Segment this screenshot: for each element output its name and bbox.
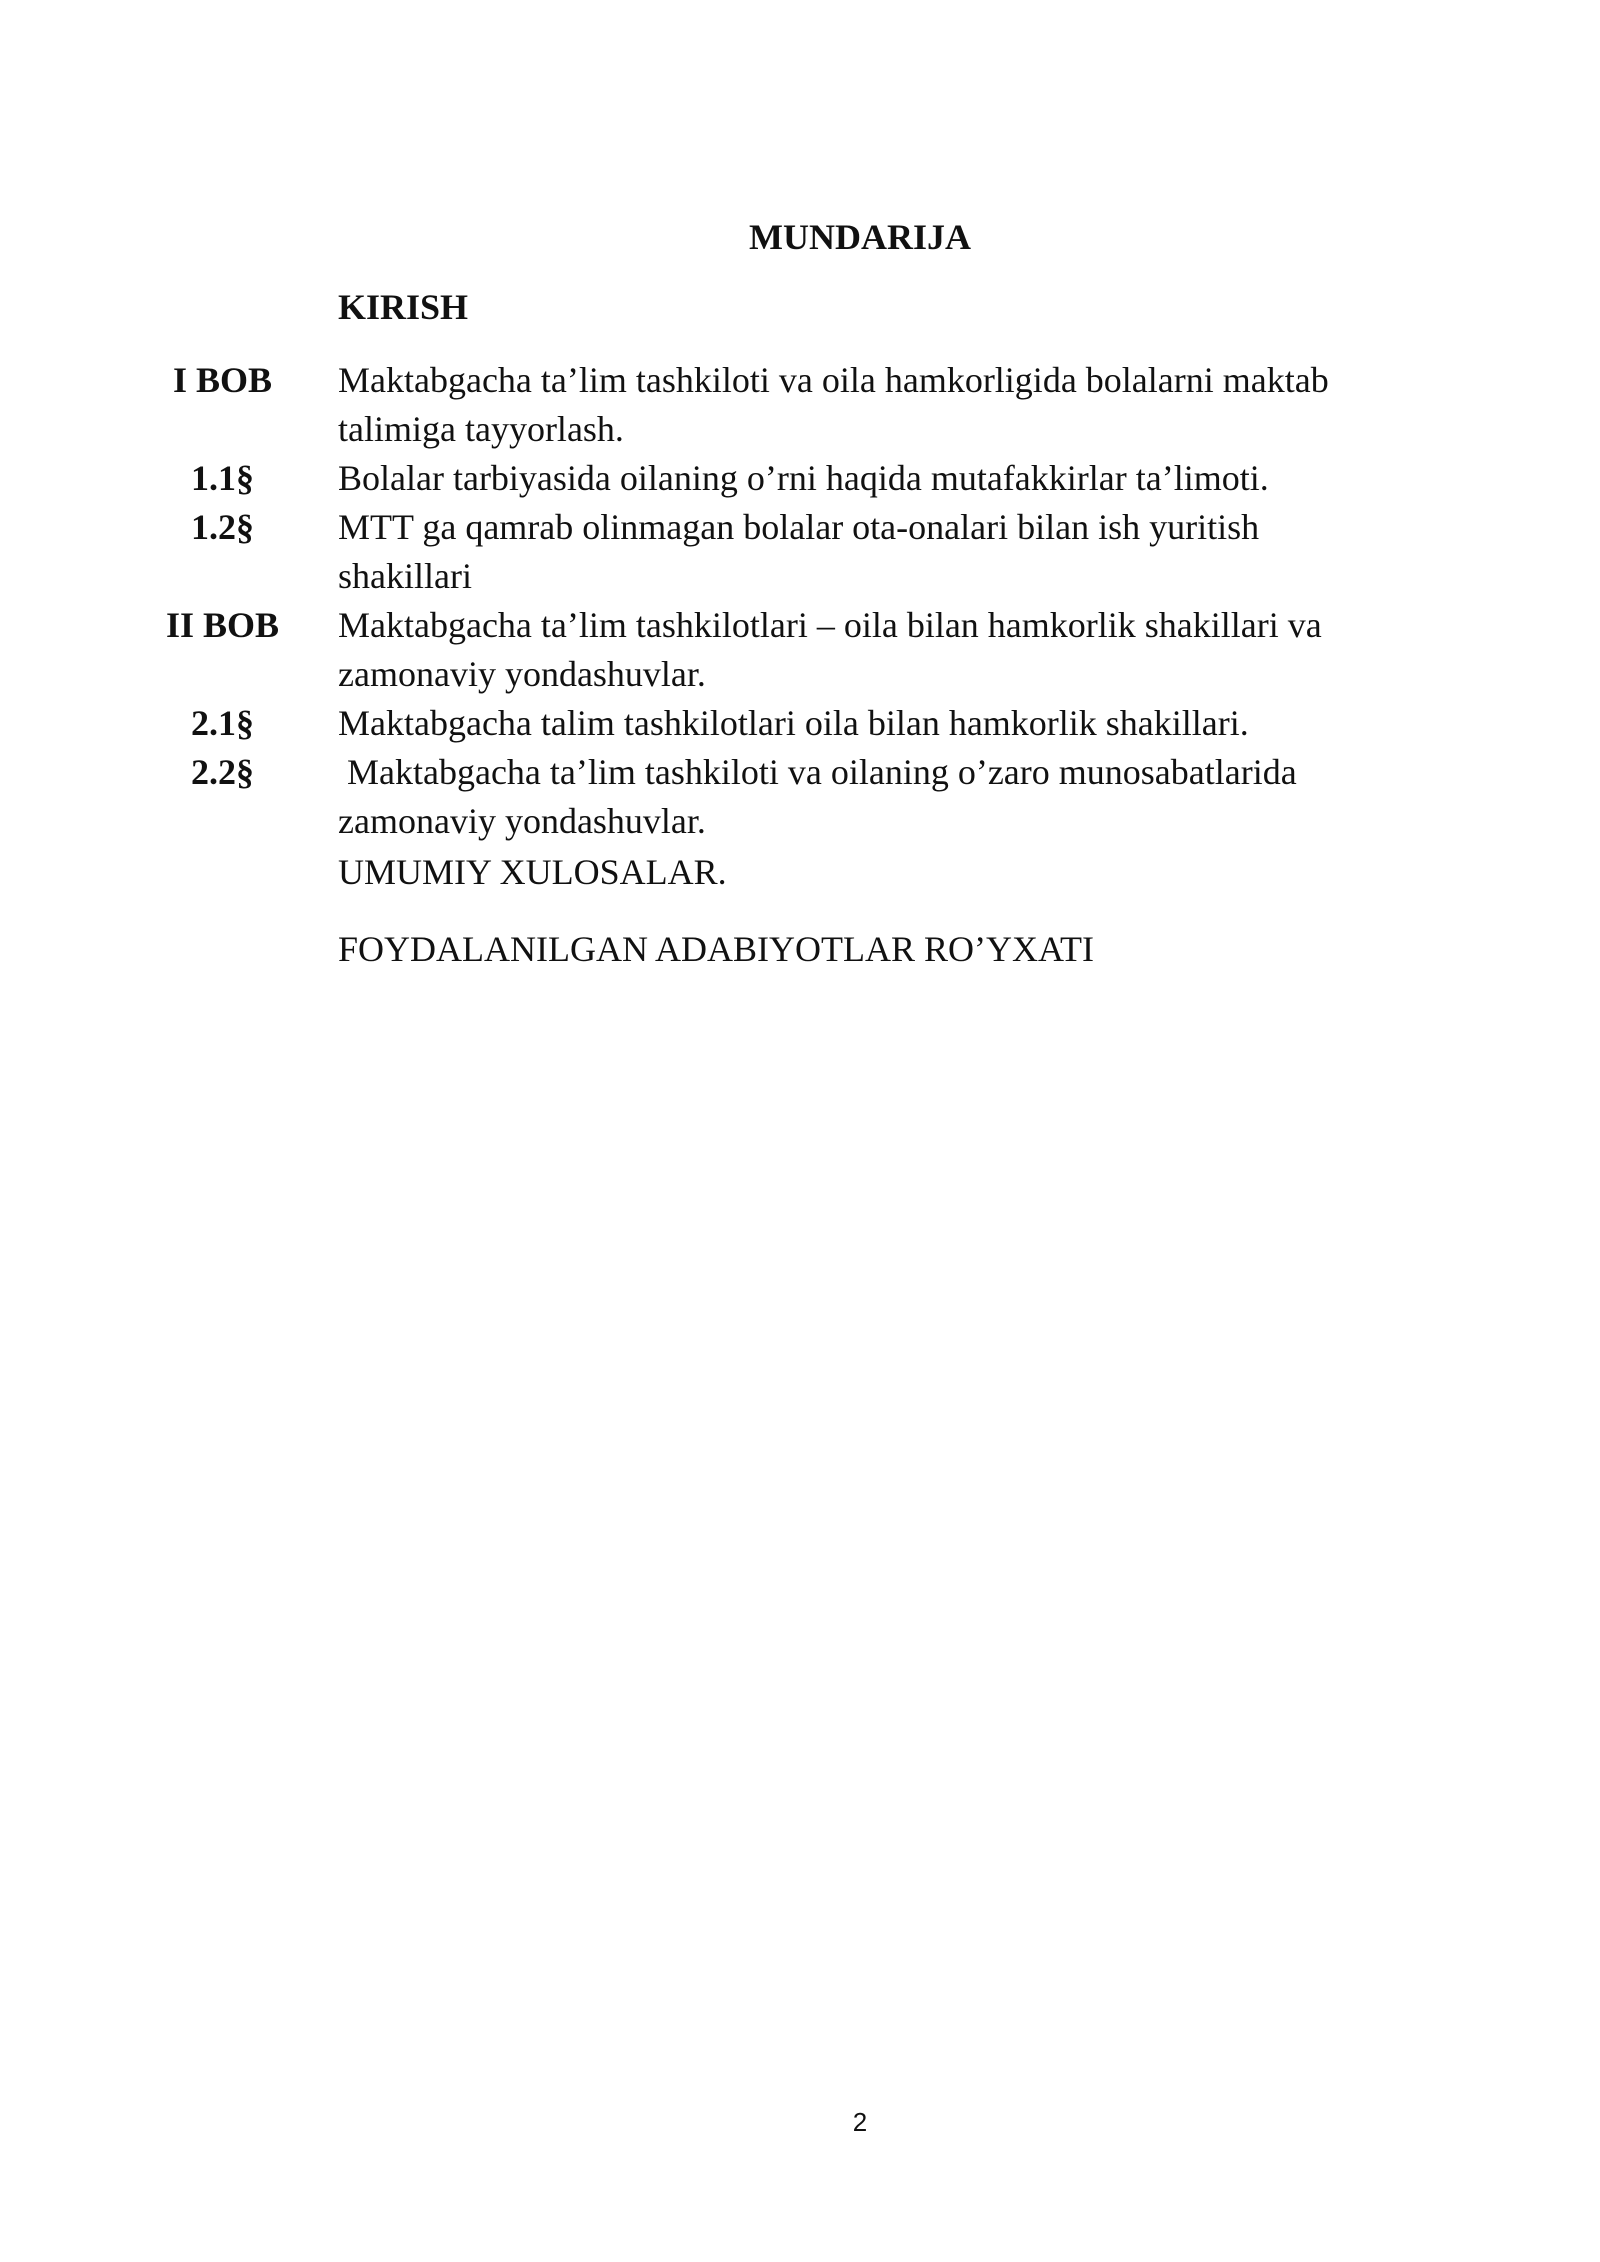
toc-entry-number: I BOB (172, 360, 273, 400)
table-of-contents (0, 356, 1600, 846)
toc-entry-text: Bolalar tarbiyasida oilaning o’rni haqida mutafakkirlar ta’limoti. (338, 458, 1269, 498)
toc-entry-text: MTT ga qamrab olinmagan bolalar ota-onalari bilan ish yuritish shakillari (338, 507, 1260, 596)
toc-entry-text: Maktabgacha ta’lim tashkilotlari – oila bilan hamkorlik shakillari va zamonaviy yondashuvlar. (338, 605, 1322, 694)
toc-entry-chapter-2 (0, 601, 1600, 699)
toc-entry-section-1-2 (0, 503, 1600, 601)
toc-entry-number: 2.1§ (191, 703, 254, 743)
toc-entry-text: Maktabgacha ta’lim tashkiloti va oila hamkorligida bolalarni maktab talimiga tayyorlash. (338, 360, 1329, 449)
toc-entry-chapter-1 (0, 356, 1600, 454)
page-number: 2 (852, 2107, 868, 2137)
toc-entry-number: II BOB (165, 605, 280, 645)
toc-entry-section-1-1 (0, 454, 1600, 503)
toc-conclusion: UMUMIY XULOSALAR. (338, 852, 727, 892)
toc-intro: KIRISH (338, 287, 469, 327)
toc-entry-text: Maktabgacha talim tashkilotlari oila bilan hamkorlik shakillari. (338, 703, 1249, 743)
toc-entry-number: 2.2§ (191, 752, 254, 792)
toc-entry-text: Maktabgacha ta’lim tashkiloti va oilaning o’zaro munosabatlarida zamonaviy yondashuvlar. (338, 752, 1306, 841)
toc-entry-number: 1.1§ (191, 458, 254, 498)
toc-entry-section-2-1 (0, 699, 1600, 748)
toc-references: FOYDALANILGAN ADABIYOTLAR RO’YXATI (338, 929, 1094, 969)
toc-entry-number: 1.2§ (191, 507, 254, 547)
toc-entry-section-2-2 (0, 748, 1600, 846)
page-title: MUNDARIJA (749, 217, 971, 257)
